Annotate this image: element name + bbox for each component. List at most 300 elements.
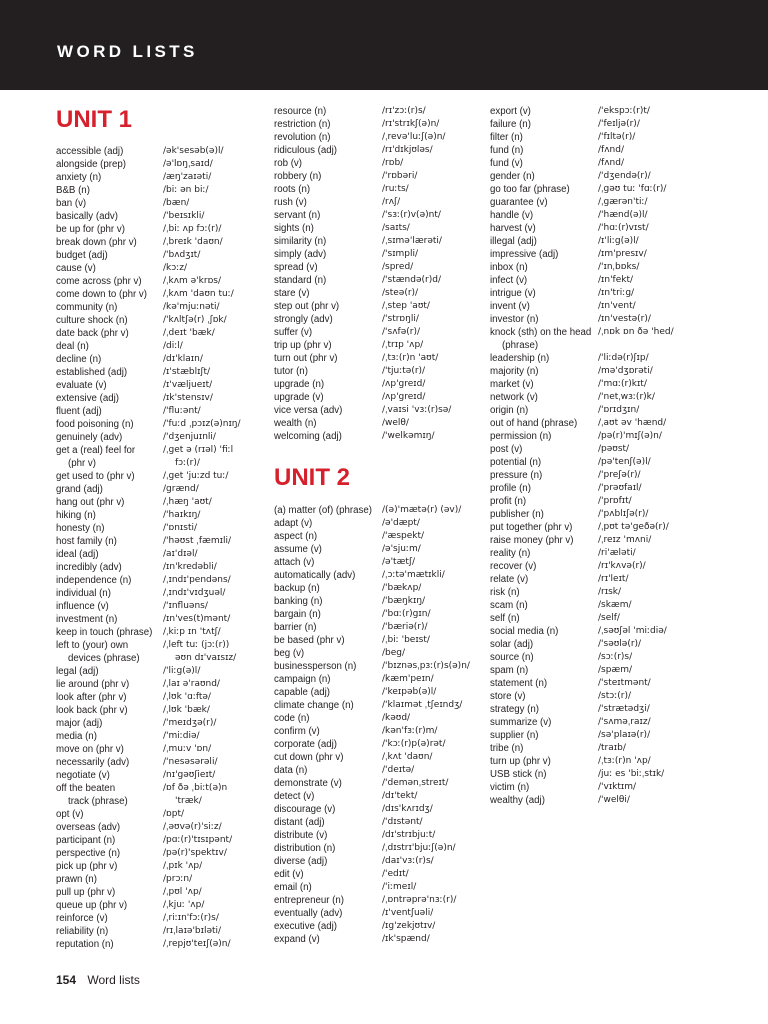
word-term-line: wealth (n) xyxy=(274,418,317,429)
pronunciation-line: /'kʌltʃə(r) ˌʃɒk/ xyxy=(163,315,227,325)
pronunciation xyxy=(163,197,261,210)
word-term-line: off the beaten xyxy=(56,783,116,794)
word-term-line: knock (sth) on the head xyxy=(490,327,592,338)
word-term-line: (a) matter (of) (phrase) xyxy=(274,505,372,516)
word-term xyxy=(274,339,382,352)
word-term-line: code (n) xyxy=(274,713,310,724)
pronunciation xyxy=(163,340,261,353)
word-term xyxy=(56,899,163,912)
word-term-line: influence (v) xyxy=(56,601,109,612)
word-term xyxy=(490,586,598,599)
pronunciation-line: /ɪn'kredəbli/ xyxy=(163,562,217,572)
pronunciation xyxy=(163,496,261,509)
list-item xyxy=(490,391,720,404)
word-term xyxy=(56,600,163,613)
list-item xyxy=(274,504,482,517)
word-term-line: opt (v) xyxy=(56,809,84,820)
pronunciation-line: /steə(r)/ xyxy=(382,288,419,298)
word-term xyxy=(274,556,382,569)
word-term xyxy=(56,769,163,782)
pronunciation xyxy=(382,699,482,712)
list-item xyxy=(56,691,261,704)
word-term-line: necessarily (adv) xyxy=(56,757,130,768)
word-term-line: reliability (n) xyxy=(56,926,109,937)
word-term-line: hiking (n) xyxy=(56,510,96,521)
pronunciation-line: /ɪg'zekjʊtɪv/ xyxy=(382,921,436,931)
list-item xyxy=(274,365,482,378)
list-item xyxy=(274,569,482,582)
pronunciation xyxy=(598,118,720,131)
pronunciation-line: /'pʌblɪʃə(r)/ xyxy=(598,509,649,519)
pronunciation-line: /pə(r)'mɪʃ(ə)n/ xyxy=(598,431,662,441)
word-term xyxy=(490,794,598,807)
word-term-continued: devices (phrase) xyxy=(68,653,140,664)
pronunciation xyxy=(382,144,482,157)
word-term-line: get used to (phr v) xyxy=(56,471,135,482)
pronunciation-line: /ɪ'liːg(ə)l/ xyxy=(598,236,639,246)
pronunciation-line: /mə'dʒɒrəti/ xyxy=(598,366,653,376)
list-item xyxy=(56,600,261,613)
pronunciation-line: /dɪ'strɪbjuːt/ xyxy=(382,830,436,840)
pronunciation-line: /rɪsk/ xyxy=(598,587,622,597)
pronunciation-line: /'dɪstənt/ xyxy=(382,817,423,827)
list-item xyxy=(56,249,261,262)
word-term-line: ideal (adj) xyxy=(56,549,99,560)
word-term xyxy=(490,430,598,443)
word-term xyxy=(274,881,382,894)
word-term xyxy=(274,543,382,556)
column-2 xyxy=(274,105,482,946)
word-term-line: discourage (v) xyxy=(274,804,336,815)
word-term-line: distribute (v) xyxy=(274,830,328,841)
word-term xyxy=(490,326,598,352)
word-term xyxy=(56,327,163,340)
word-term xyxy=(274,222,382,235)
pronunciation-line: /fʌnd/ xyxy=(598,158,624,168)
list-item xyxy=(274,725,482,738)
word-term-line: host family (n) xyxy=(56,536,117,547)
word-term xyxy=(274,404,382,417)
word-term-line: beg (v) xyxy=(274,648,305,659)
pronunciation-line: /ə'sjuːm/ xyxy=(382,544,421,554)
word-term-line: come down to (phr v) xyxy=(56,289,147,300)
pronunciation xyxy=(382,530,482,543)
word-term-line: network (v) xyxy=(490,392,538,403)
word-term-line: diverse (adj) xyxy=(274,856,328,867)
word-term xyxy=(274,569,382,582)
pronunciation-line: /biː ən biː/ xyxy=(163,185,209,195)
pronunciation xyxy=(382,556,482,569)
word-term xyxy=(490,703,598,716)
word-term xyxy=(56,236,163,249)
word-term xyxy=(56,340,163,353)
pronunciation-line: /'bæŋkɪŋ/ xyxy=(382,596,426,606)
word-term xyxy=(56,717,163,730)
pronunciation xyxy=(163,912,261,925)
list-item xyxy=(274,673,482,686)
word-term xyxy=(56,509,163,522)
pronunciation xyxy=(598,404,720,417)
list-item xyxy=(56,834,261,847)
pronunciation-line: /welθ/ xyxy=(382,418,409,428)
word-term-continued: (phr v) xyxy=(68,458,96,469)
pronunciation-line: /'strætədʒi/ xyxy=(598,704,650,714)
word-term-line: infect (v) xyxy=(490,275,528,286)
word-term-line: tribe (n) xyxy=(490,743,524,754)
list-item xyxy=(56,262,261,275)
word-term xyxy=(56,171,163,184)
list-item xyxy=(274,907,482,920)
pronunciation xyxy=(598,677,720,690)
pronunciation xyxy=(163,678,261,691)
word-term-line: scam (n) xyxy=(490,600,528,611)
pronunciation xyxy=(598,794,720,807)
pronunciation-line: /kæm'peɪn/ xyxy=(382,674,434,684)
pronunciation-line: /ɪk'stensɪv/ xyxy=(163,393,213,403)
word-term-line: attach (v) xyxy=(274,557,315,568)
pronunciation xyxy=(598,534,720,547)
list-item xyxy=(490,209,720,222)
pronunciation-line: /'hɑː(r)vɪst/ xyxy=(598,223,649,233)
list-item xyxy=(490,430,720,443)
word-term-line: turn out (phr v) xyxy=(274,353,338,364)
pronunciation xyxy=(382,686,482,699)
word-term xyxy=(490,742,598,755)
word-term xyxy=(274,673,382,686)
pronunciation xyxy=(163,938,261,951)
pronunciation xyxy=(163,158,261,171)
pronunciation-line: /ri'æləti/ xyxy=(598,548,636,558)
word-term xyxy=(274,417,382,430)
list-item xyxy=(274,712,482,725)
list-item xyxy=(490,443,720,456)
pronunciation xyxy=(598,170,720,183)
word-term-line: investment (n) xyxy=(56,614,118,625)
word-term xyxy=(274,595,382,608)
word-term-line: illegal (adj) xyxy=(490,236,537,247)
pronunciation-line: /stɔː(r)/ xyxy=(598,691,631,701)
pronunciation xyxy=(163,548,261,561)
word-term-line: invent (v) xyxy=(490,301,530,312)
pronunciation-line: /fʌnd/ xyxy=(598,145,624,155)
pronunciation-line: /kən'fɜː(r)m/ xyxy=(382,726,438,736)
pronunciation xyxy=(163,587,261,600)
footer-label: Word lists xyxy=(87,973,140,987)
pronunciation xyxy=(382,725,482,738)
pronunciation xyxy=(598,157,720,170)
list-item xyxy=(490,378,720,391)
word-term xyxy=(274,803,382,816)
pronunciation-line: /'ɒrɪdʒɪn/ xyxy=(598,405,640,415)
pronunciation-line: /'prɒfɪt/ xyxy=(598,496,632,506)
pronunciation xyxy=(382,894,482,907)
word-term-line: assume (v) xyxy=(274,544,322,555)
list-item xyxy=(56,327,261,340)
word-term-line: suffer (v) xyxy=(274,327,313,338)
word-term-line: out of hand (phrase) xyxy=(490,418,578,429)
word-term xyxy=(490,313,598,326)
pronunciation-line: /ɪn'ves(t)mənt/ xyxy=(163,614,231,624)
pronunciation xyxy=(598,690,720,703)
pronunciation xyxy=(382,326,482,339)
word-term xyxy=(274,699,382,712)
word-term-line: upgrade (n) xyxy=(274,379,325,390)
word-term-line: handle (v) xyxy=(490,210,534,221)
word-term xyxy=(274,517,382,530)
word-term xyxy=(490,651,598,664)
word-term xyxy=(56,821,163,834)
pronunciation xyxy=(163,847,261,860)
pronunciation-continued: fɔː(r)/ xyxy=(175,458,200,468)
list-item xyxy=(56,301,261,314)
pronunciation xyxy=(163,314,261,327)
pronunciation xyxy=(382,777,482,790)
pronunciation-line: /rɪˌlaɪə'bɪləti/ xyxy=(163,926,222,936)
pronunciation-line: /ɪ'stæblɪʃt/ xyxy=(163,367,211,377)
pronunciation xyxy=(163,236,261,249)
word-term-line: rush (v) xyxy=(274,197,307,208)
pronunciation xyxy=(163,379,261,392)
pronunciation-line: /ˌnɒk ɒn ðə 'hed/ xyxy=(598,327,674,337)
word-term xyxy=(56,548,163,561)
word-term xyxy=(274,933,382,946)
list-item xyxy=(274,118,482,131)
word-term xyxy=(56,873,163,886)
word-term xyxy=(274,430,382,443)
pronunciation xyxy=(598,209,720,222)
pronunciation-line: /ruːts/ xyxy=(382,184,409,194)
list-item xyxy=(56,522,261,535)
pronunciation xyxy=(598,105,720,118)
pronunciation-line: /aɪ'dɪəl/ xyxy=(163,549,198,559)
pronunciation-line: /'ɪnfluəns/ xyxy=(163,601,208,611)
word-term-line: executive (adj) xyxy=(274,921,337,932)
word-term xyxy=(274,647,382,660)
pronunciation-line: /'strɒŋli/ xyxy=(382,314,419,324)
list-item xyxy=(490,612,720,625)
list-item xyxy=(274,404,482,417)
list-item xyxy=(274,608,482,621)
word-term xyxy=(274,816,382,829)
pronunciation-line: /ˌlʊk 'ɑːftə/ xyxy=(163,692,211,702)
pronunciation-line: /'beɪsɪkli/ xyxy=(163,211,205,221)
pronunciation-line: /'bɪznəsˌpɜː(r)s(ə)n/ xyxy=(382,661,470,671)
word-term-line: self (n) xyxy=(490,613,520,624)
list-item xyxy=(274,530,482,543)
word-term xyxy=(490,287,598,300)
word-term-line: risk (n) xyxy=(490,587,520,598)
list-item xyxy=(274,543,482,556)
pronunciation xyxy=(163,483,261,496)
pronunciation-line: /rɒb/ xyxy=(382,158,404,168)
word-term-line: profit (n) xyxy=(490,496,527,507)
list-item xyxy=(490,352,720,365)
list-item xyxy=(490,313,720,326)
pronunciation-line: /ˌlaɪ ə'raʊnd/ xyxy=(163,679,220,689)
list-item xyxy=(56,145,261,158)
pronunciation xyxy=(598,729,720,742)
word-term xyxy=(490,677,598,690)
word-term xyxy=(56,288,163,301)
list-item xyxy=(56,587,261,600)
word-term-line: participant (n) xyxy=(56,835,116,846)
pronunciation xyxy=(163,639,261,665)
word-term-line: hang out (phr v) xyxy=(56,497,125,508)
list-item xyxy=(274,339,482,352)
list-item xyxy=(56,756,261,769)
list-item xyxy=(490,781,720,794)
word-term-line: turn up (phr v) xyxy=(490,756,551,767)
pronunciation-line: /juː es 'biːˌstɪk/ xyxy=(598,769,665,779)
word-term-line: get a (real) feel for xyxy=(56,445,136,456)
list-item xyxy=(56,431,261,444)
word-term xyxy=(56,613,163,626)
list-item xyxy=(274,621,482,634)
pronunciation xyxy=(598,183,720,196)
word-term-line: genuinely (adv) xyxy=(56,432,123,443)
word-term-line: market (v) xyxy=(490,379,534,390)
list-item xyxy=(56,782,261,808)
pronunciation xyxy=(598,274,720,287)
pronunciation xyxy=(598,755,720,768)
list-item xyxy=(56,730,261,743)
list-item xyxy=(490,287,720,300)
word-term xyxy=(490,664,598,677)
list-item xyxy=(56,860,261,873)
pronunciation-line: /'rɒbəri/ xyxy=(382,171,418,181)
pronunciation-line: /'meɪdʒə(r)/ xyxy=(163,718,217,728)
list-item xyxy=(490,586,720,599)
list-item xyxy=(274,686,482,699)
word-term xyxy=(274,712,382,725)
pronunciation xyxy=(382,829,482,842)
pronunciation-line: /ɪn'triːg/ xyxy=(598,288,635,298)
list-item xyxy=(274,699,482,712)
word-term xyxy=(490,352,598,365)
list-item xyxy=(274,313,482,326)
word-term-line: social media (n) xyxy=(490,626,559,637)
word-term-line: look back (phr v) xyxy=(56,705,128,716)
pronunciation-line: /ˌpɪk 'ʌp/ xyxy=(163,861,203,871)
pronunciation xyxy=(598,443,720,456)
list-item xyxy=(56,873,261,886)
pronunciation xyxy=(382,235,482,248)
pronunciation-line: /dɪs'kʌrɪdʒ/ xyxy=(382,804,433,814)
pronunciation-line: /'miːdiə/ xyxy=(163,731,200,741)
list-item xyxy=(490,456,720,469)
pronunciation xyxy=(163,418,261,431)
list-item xyxy=(56,470,261,483)
word-term xyxy=(274,777,382,790)
pronunciation-line: /ɪ'væljueɪt/ xyxy=(163,380,213,390)
pronunciation xyxy=(382,404,482,417)
word-term-line: tutor (n) xyxy=(274,366,308,377)
list-item xyxy=(56,340,261,353)
list-item xyxy=(56,925,261,938)
list-item xyxy=(490,625,720,638)
pronunciation xyxy=(163,301,261,314)
word-term xyxy=(274,660,382,673)
list-item xyxy=(274,777,482,790)
column-3 xyxy=(490,105,720,807)
word-term-line: statement (n) xyxy=(490,678,548,689)
word-term xyxy=(56,639,163,665)
pronunciation xyxy=(598,573,720,586)
list-item xyxy=(56,886,261,899)
list-item xyxy=(490,599,720,612)
pronunciation-line: /ə'tætʃ/ xyxy=(382,557,415,567)
word-term xyxy=(274,170,382,183)
word-term-line: independence (n) xyxy=(56,575,132,586)
word-term xyxy=(490,222,598,235)
word-term xyxy=(490,365,598,378)
list-item xyxy=(56,197,261,210)
pronunciation xyxy=(382,582,482,595)
list-item xyxy=(274,881,482,894)
list-item xyxy=(274,933,482,946)
word-term-line: fund (v) xyxy=(490,158,523,169)
pronunciation xyxy=(598,768,720,781)
pronunciation xyxy=(163,470,261,483)
word-term xyxy=(56,756,163,769)
word-term-line: reinforce (v) xyxy=(56,913,108,924)
word-term-line: source (n) xyxy=(490,652,534,663)
pronunciation xyxy=(163,821,261,834)
pronunciation xyxy=(163,782,261,808)
pronunciation-line: /ˌlʊk 'bæk/ xyxy=(163,705,210,715)
list-item xyxy=(274,391,482,404)
word-term xyxy=(274,118,382,131)
pronunciation xyxy=(598,612,720,625)
unit-1-word-list xyxy=(56,145,261,951)
word-term xyxy=(274,105,382,118)
word-term xyxy=(274,621,382,634)
pronunciation-line: /'ɪnˌbɒks/ xyxy=(598,262,640,272)
pronunciation-line: /ɒf ðə ˌbiːt(ə)n xyxy=(163,783,228,793)
list-item xyxy=(56,210,261,223)
pronunciation-line: /ʌp'greɪd/ xyxy=(382,379,426,389)
word-term-line: left to (your) own xyxy=(56,640,129,651)
pronunciation xyxy=(598,261,720,274)
list-item xyxy=(56,639,261,665)
word-term xyxy=(490,690,598,703)
word-term-line: summarize (v) xyxy=(490,717,552,728)
pronunciation-line: /'hænd(ə)l/ xyxy=(598,210,648,220)
list-item xyxy=(490,170,720,183)
word-term-line: guarantee (v) xyxy=(490,197,548,208)
pronunciation-line: /bæn/ xyxy=(163,198,190,208)
pronunciation-line: /'sɜː(r)v(ə)nt/ xyxy=(382,210,441,220)
pronunciation xyxy=(382,855,482,868)
word-term-line: negotiate (v) xyxy=(56,770,110,781)
list-item xyxy=(56,678,261,691)
word-term xyxy=(274,868,382,881)
word-term xyxy=(56,730,163,743)
pronunciation xyxy=(163,665,261,678)
pronunciation xyxy=(163,522,261,535)
pronunciation-line: /'bʌdʒɪt/ xyxy=(163,250,201,260)
word-term-line: automatically (adv) xyxy=(274,570,356,581)
word-term xyxy=(56,366,163,379)
list-item xyxy=(490,144,720,157)
pronunciation xyxy=(163,899,261,912)
word-term-line: simply (adv) xyxy=(274,249,327,260)
word-term xyxy=(274,829,382,842)
pronunciation xyxy=(163,444,261,470)
word-term-line: ban (v) xyxy=(56,198,87,209)
pronunciation xyxy=(163,262,261,275)
list-item xyxy=(490,677,720,690)
